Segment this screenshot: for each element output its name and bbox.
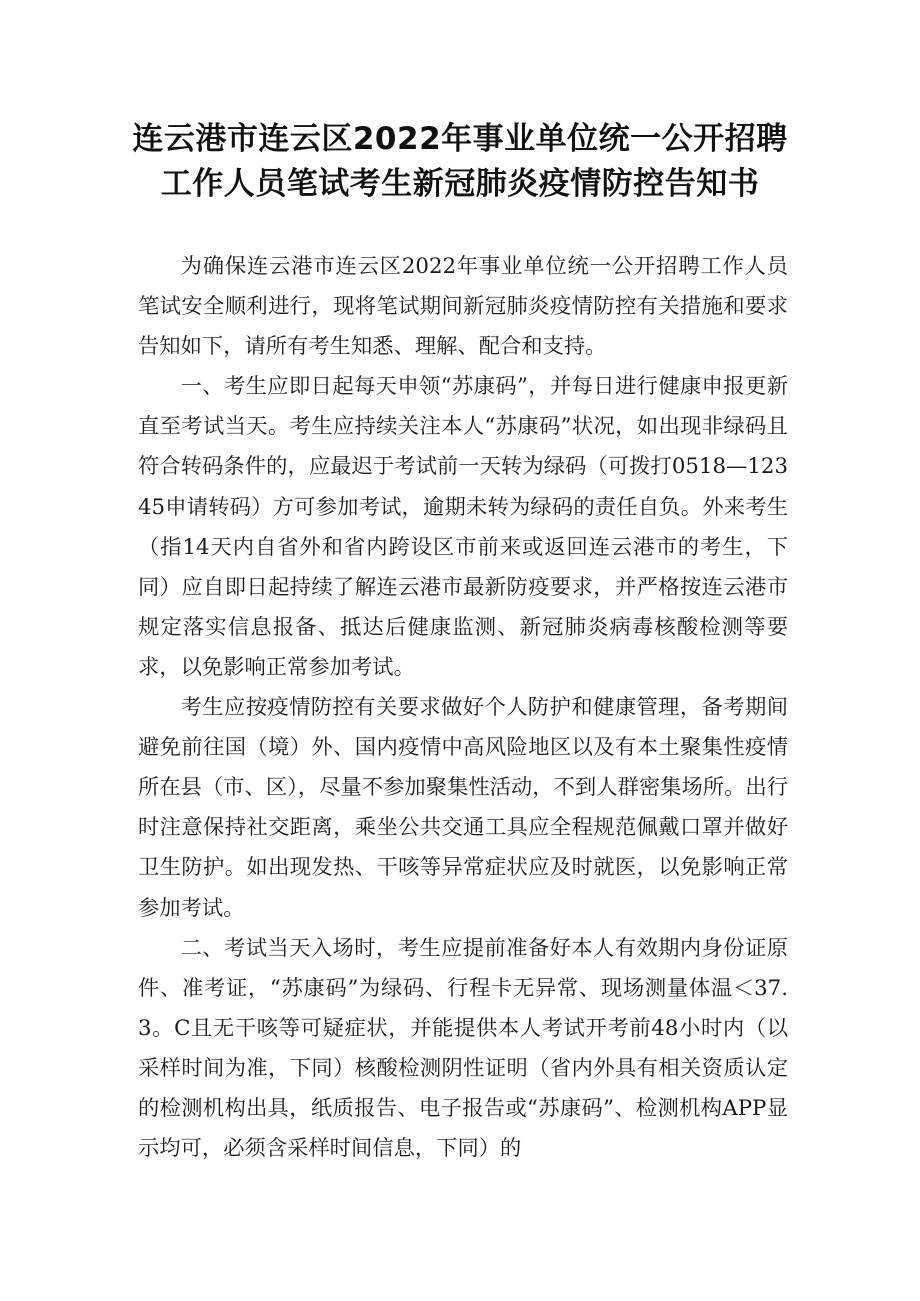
document-title-line-1: 连云港市连云区2022年事业单位统一公开招聘: [132, 121, 788, 157]
document-body: [138, 247, 788, 1169]
paragraph-personal-protection: 考生应按疫情防控有关要求做好个人防护和健康管理，备考期间避免前往国（境）外、国内疫情中高风险地区以及有本土聚集性疫情所在县（市、区），尽量不参加聚集性活动，不到人群密集场所。出行时注意保持社交距离，乘坐公共交通工具应全程规范佩戴口罩并做好卫生防护。如出现发热、干咳等异常症状应及时就医，以免影响正常参加考试。: [138, 695, 788, 921]
document-title-line-2: 工作人员笔试考生新冠肺炎疫情防控告知书: [160, 166, 760, 202]
paragraph-intro: 为确保连云港市连云区2022年事业单位统一公开招聘工作人员笔试安全顺利进行，现将笔试期间新冠肺炎疫情防控有关措施和要求告知如下，请所有考生知悉、理解、配合和支持。: [138, 254, 788, 360]
paragraph-item-1: 一、考生应即日起每天申领“苏康码”，并每日进行健康申报更新直至考试当天。考生应持续关注本人“苏康码”状况，如出现非绿码且符合转码条件的，应最迟于考试前一天转为绿码（可拨打0518—12345申请转码）方可参加考试，逾期未转为绿码的责任自负。外来考生（指14天内自省外和省内跨设区市前来或返回连云港市的考生，下同）应自即日起持续了解连云港市最新防疫要求，并严格按连云港市规定落实信息报备、抵达后健康监测、新冠肺炎病毒核酸检测等要求，以免影响正常参加考试。: [138, 374, 788, 680]
paragraph-item-2: 二、考试当天入场时，考生应提前准备好本人有效期内身份证原件、准考证，“苏康码”为绿码、行程卡无异常、现场测量体温＜37.3。C且无干咳等可疑症状，并能提供本人考试开考前48小时内（以采样时间为准，下同）核酸检测阴性证明（省内外具有相关资质认定的检测机构出具，纸质报告、电子报告或“苏康码”、检测机构APP显示均可，必须含采样时间信息，下同）的: [138, 935, 788, 1162]
